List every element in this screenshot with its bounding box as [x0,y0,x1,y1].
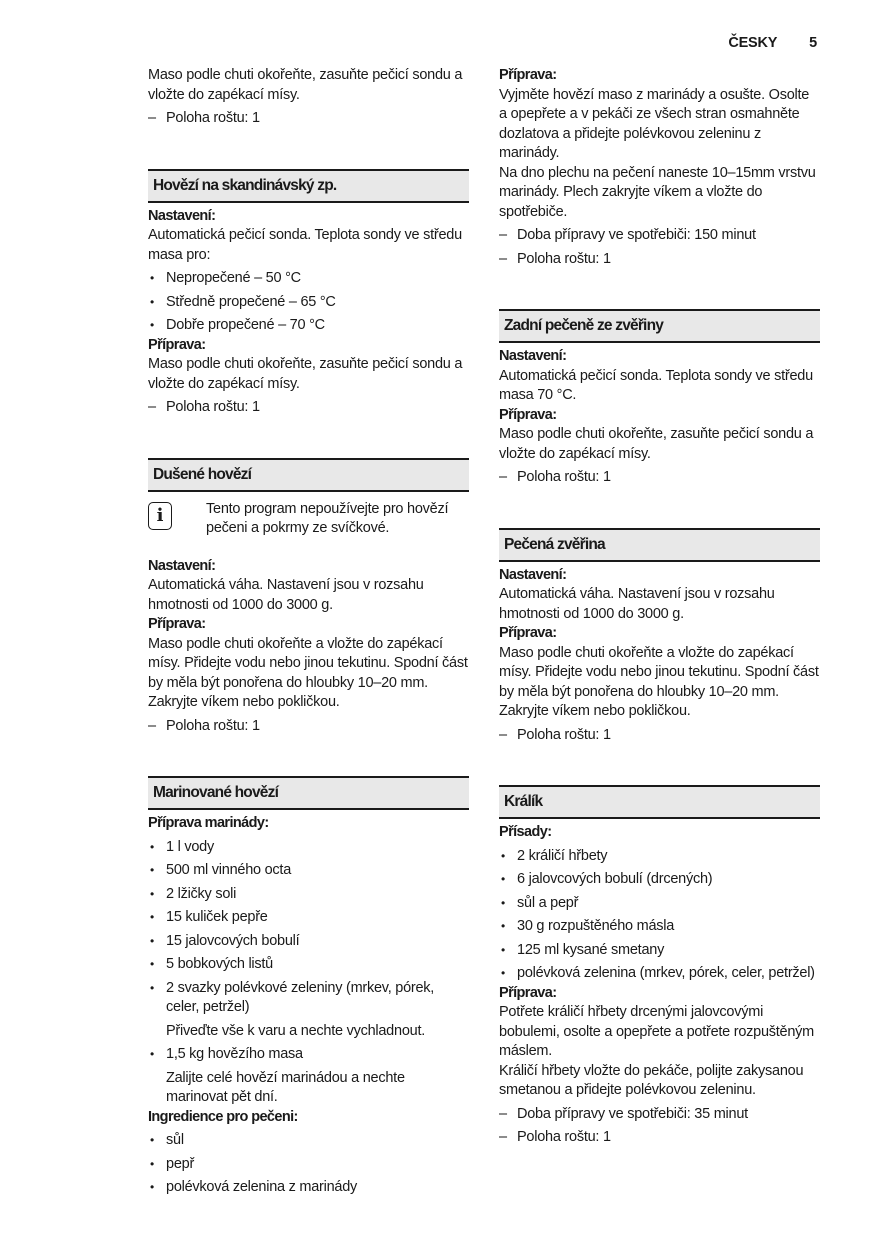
section-marinated-continued [499,66,820,269]
section-braised [148,458,469,737]
list-item: • 6 jalovcových bobulí (drcených) [499,870,820,890]
list-item: • polévková zelenina (mrkev, pórek, celer, petržel) [499,964,820,984]
rack-position: – Poloha roštu: 1 [499,1128,820,1148]
preparation-text: Králičí hřbety vložte do pekáče, polijte zakysanou smetanou a přidejte polévkovou zeleninu. [499,1062,804,1098]
settings-text: Automatická váha. Nastavení jsou v rozsahu hmotnosti od 1000 do 3000 g. [499,586,775,622]
list-item: • 15 kuliček pepře [148,908,469,928]
preparation-text: Potřete králičí hřbety drcenými jalovcovými bobulemi, osolte a opepřete a potřete rozpuštěným máslem. [499,1004,815,1059]
list-item: • 2 lžičky soli [148,885,469,905]
section-heading: Králík [499,785,820,819]
info-icon: i [148,502,172,530]
preparation-text: Maso podle chuti okořeňte a vložte do zapékací mísy. Přidejte vodu nebo jinou tekutinu. Spodní část by měla být ponořena do hloubky 10–20 mm. Zakryjte víkem nebo pokličkou. [148,635,468,710]
section-heading: Marinované hovězí [148,776,469,810]
preparation-label: Příprava: [148,336,206,353]
list-item: • 5 bobkových listů [148,955,469,975]
list-item: • pepř [148,1155,469,1175]
info-text: Tento program nepoužívejte pro hovězí pečeni a pokrmy ze svíčkové. [206,500,449,536]
rack-position: – Poloha roštu: 1 [148,398,469,418]
section-heading: Hovězí na skandinávský zp. [148,169,469,203]
settings-label: Nastavení: [148,557,216,574]
info-note [148,500,469,539]
preparation-label: Příprava: [499,625,557,641]
section-heading: Dušené hovězí [148,458,469,492]
preparation-text: Vyjměte hovězí maso z marinády a osušte. Osolte a opepřete a v pekáči ze všech stran osmahněte dozlatova a přidejte polévkovou zeleninu z marinády. [499,86,810,161]
preparation-label: Příprava: [148,616,206,632]
settings-text: Automatická pečicí sonda. Teplota sondy ve středu masa pro: [148,227,462,263]
preparation-text: Maso podle chuti okořeňte, zasuňte pečicí sondu a vložte do zapékací mísy. [499,426,814,462]
right-column [499,66,820,1148]
settings-label: Nastavení: [499,348,567,364]
language-label: ČESKY [728,35,778,51]
cooking-time: – Doba přípravy ve spotřebiči: 150 minut [499,226,820,246]
list-item: • sůl [148,1131,469,1151]
section-heading: Pečená zvěřina [499,528,820,562]
rack-position: – Poloha roštu: 1 [499,468,820,488]
rack-position: – Poloha roštu: 1 [499,726,820,746]
cooking-time: – Doba přípravy ve spotřebiči: 35 minut [499,1105,820,1125]
settings-text: Automatická váha. Nastavení jsou v rozsahu hmotnosti od 1000 do 3000 g. [148,577,424,613]
page-header [728,34,817,54]
ingredients-label: Přísady: [499,824,552,840]
list-item: • 500 ml vinného octa [148,861,469,881]
preparation-text: Na dno plechu na pečení naneste 10–15mm vrstvu marinády. Plech zakryjte víkem a vložte do spotřebiče. [499,164,816,220]
settings-label: Nastavení: [148,207,216,224]
marinate-note: Zalijte celé hovězí marinádou a nechte marinovat pět dní. [166,1069,405,1105]
list-item: • Středně propečené – 65 °C [148,293,469,313]
section-heading: Zadní pečeně ze zvěřiny [499,309,820,343]
list-item: • 15 jalovcových bobulí [148,932,469,952]
list-item: • 1,5 kg hovězího masa [148,1045,469,1065]
intro-text: Maso podle chuti okořeňte, zasuňte pečicí sondu a vložte do zapékací mísy. [148,67,463,103]
section-scandinavian [148,169,469,418]
list-item: • 30 g rozpuštěného másla [499,917,820,937]
marinade-label: Příprava marinády: [148,815,269,831]
section-venison-roast [499,528,820,746]
preparation-label: Příprava: [499,406,557,423]
list-item: • polévková zelenina z marinády [148,1178,469,1198]
list-item: • 2 svazky polévkové zeleniny (mrkev, pórek, celer, petržel) [148,979,469,1018]
list-item: • Nepropečené – 50 °C [148,269,469,289]
preparation-label: Příprava: [499,984,557,1001]
boil-note: Přiveďte vše k varu a nechte vychladnout. [166,1022,425,1039]
page-number: 5 [809,35,817,51]
preparation-text: Maso podle chuti okořeňte a vložte do zapékací mísy. Přidejte vodu nebo jinou tekutinu. Spodní část by měla být ponořena do hloubky 10–20 mm. Zakryjte víkem nebo pokličkou. [499,644,819,719]
section-marinated [148,776,469,1198]
preparation-text: Maso podle chuti okořeňte, zasuňte pečicí sondu a vložte do zapékací mísy. [148,356,463,392]
list-item: • 125 ml kysané smetany [499,941,820,961]
rack-position: – Poloha roštu: 1 [148,717,469,737]
settings-label: Nastavení: [499,566,567,583]
left-column [148,66,469,1198]
section-venison-leg [499,309,820,488]
list-item: • Dobře propečené – 70 °C [148,316,469,336]
preparation-label: Příprava: [499,67,557,83]
section-rabbit [499,785,820,1148]
settings-text: Automatická pečicí sonda. Teplota sondy ve středu masa 70 °C. [499,367,813,403]
list-item: • 2 králičí hřbety [499,847,820,867]
roast-ingredients-label: Ingredience pro pečeni: [148,1108,298,1125]
list-item: • 1 l vody [148,838,469,858]
rack-position: – Poloha roštu: 1 [499,250,820,270]
rack-position: – Poloha roštu: 1 [148,109,469,129]
list-item: • sůl a pepř [499,894,820,914]
